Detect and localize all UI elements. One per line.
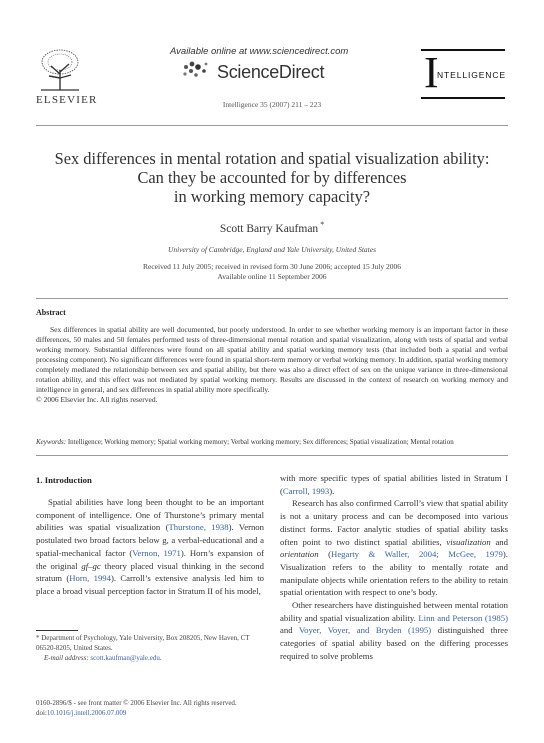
footnote-mark: *: [36, 634, 40, 642]
text-run: (: [318, 549, 332, 560]
available-online-text[interactable]: Available online at www.sciencedirect.com: [170, 46, 349, 57]
intro-paragraph-3: [280, 599, 508, 663]
doi-label: doi:: [36, 709, 47, 717]
elsevier-tree-logo: [37, 48, 83, 92]
ref-horn-link[interactable]: Horn, 1994: [69, 573, 111, 584]
text-run: ). Horn’s expansion of the original: [36, 547, 264, 571]
author-email-link[interactable]: scott.kaufman@yale.edu: [90, 653, 160, 662]
page-footer: [36, 698, 336, 718]
ref-linn-link[interactable]: Linn and Peterson (1985): [418, 612, 509, 623]
author-line: [36, 220, 508, 235]
ref-voyer-link[interactable]: Voyer, Voyer, and Bryden (1995): [298, 625, 432, 636]
ref-thurstone-link[interactable]: Thurstone, 1938: [168, 522, 229, 533]
text-run: Research has also confirmed Carroll’s view that spatial ability is not a unitary process and can be decomposed into various distinct forms. Factor analytic studies of spatial ability tasks often point to two distinct spatial abilities,: [280, 498, 508, 547]
text-run: Spatial abilities have long been thought to be an important component of intelligence. One of Thurstone’s primary mental abilities was spatial visualization (: [36, 497, 264, 533]
email-label: E-mail address:: [44, 653, 89, 662]
email-end: .: [159, 653, 162, 662]
ref-vernon-link[interactable]: Vernon, 1971: [132, 547, 181, 558]
article-title: [36, 149, 508, 206]
journal-initial: I: [424, 48, 439, 97]
copyright-line: © 2006 Elsevier Inc. All rights reserved.: [36, 395, 158, 404]
text-run: Other researchers have distinguished between mental rotation ability and spatial visualization ability.: [280, 600, 508, 623]
text-run: distinguished three categories of spatial ability based on the differing processes required to solve problems: [280, 625, 508, 661]
keywords-line: [36, 438, 508, 446]
title-line-3: in working memory capacity?: [173, 187, 371, 206]
text-run: ). Carroll’s extensive analysis led him to place a broad visual perception factor in Stratum II of his model,: [36, 573, 264, 596]
author-footnote-mark[interactable]: *: [320, 220, 325, 229]
issn-line: 0160-2896/$ - see front matter © 2006 Elsevier Inc. All rights reserved.: [36, 699, 237, 707]
text-run: ).: [329, 485, 335, 496]
footnote-text: Department of Psychology, Yale University, Box 208205, New Haven, CT 06520-8205, United States.: [36, 634, 250, 652]
keywords-label: Keywords:: [36, 438, 67, 446]
abstract-paragraph: Sex differences in spatial ability are well documented, but poorly understood. In order to see whether working memory is an important factor in these differences, 50 males and 50 females performed tests of three-dimensional mental rotation and spatial visualization, along with tests of spatial and verbal working memory. Substantial differences were found on all spatial ability and spatial working memory tests (that included both a spatial and verbal processing component). No significant differences were found in spatial short-term memory or verbal working memory. In addition, spatial working memory completely mediated the relationship between sex and spatial ability, but there was also a direct effect of sex on the unique variance in three-dimensional rotation ability, and this effect was not mediated by spatial working memory. Results are discussed in the context of research on working memory and intelligence in general, and sex differences in spatial ability more specifically.: [36, 325, 508, 394]
term-orientation: orientation: [280, 549, 319, 560]
right-column: [280, 472, 508, 663]
abstract-top-rule: [36, 298, 508, 299]
sciencedirect-dots-icon: [180, 59, 214, 81]
text-run: with more specific types of spatial abilities listed in Stratum I (: [280, 473, 508, 496]
intro-paragraph-1: [36, 496, 264, 598]
text-run: theory placed visual thinking in the second stratum (: [36, 560, 264, 584]
term-visualization: visualization: [446, 536, 491, 547]
abstract-bottom-rule: [36, 455, 508, 456]
journal-name: NTELLIGENCE: [437, 70, 506, 80]
section-heading-introduction: 1. Introduction: [36, 475, 92, 485]
available-date: Available online 11 September 2006: [217, 271, 327, 281]
ref-hegarty-link[interactable]: Hegarty & Waller, 2004; McGee, 1979: [331, 549, 503, 560]
footnote-rule: [36, 630, 78, 631]
text-run: and: [490, 536, 508, 547]
intro-continuation: [280, 472, 508, 497]
text-run: ). Visualization refers to the ability to mentally rotate and manipulate objects while orientation refers to the ability to retain spatial orientation with respect to one’s body.: [280, 549, 508, 598]
title-line-2: Can they be accounted for by differences: [137, 168, 407, 187]
text-run: ). Vernon postulated two broad factors below g, a verbal-educational and a spatial-mechanical factor (: [36, 522, 264, 558]
keywords-list: Intelligence; Working memory; Spatial working memory; Verbal working memory; Sex differences; Spatial visualization; Mental rotation: [67, 438, 454, 446]
intro-paragraph-2: [280, 497, 508, 599]
gfgc-term: gf–gc: [81, 560, 101, 571]
author-name[interactable]: Scott Barry Kaufman: [219, 222, 319, 235]
author-footnote: [36, 634, 264, 663]
article-dates: [36, 262, 508, 281]
doi-link[interactable]: 10.1016/j.intell.2006.07.009: [46, 709, 127, 717]
abstract-body: [36, 325, 508, 405]
elsevier-wordmark: ELSEVIER: [36, 94, 98, 106]
journal-citation: Intelligence 35 (2007) 211 – 223: [222, 100, 322, 109]
abstract-heading: Abstract: [36, 308, 66, 317]
title-line-1: Sex differences in mental rotation and spatial visualization ability:: [54, 149, 490, 168]
sciencedirect-wordmark: ScienceDirect: [217, 62, 325, 82]
header-rule: [36, 125, 508, 126]
ref-carroll-link[interactable]: Carroll, 1993: [282, 485, 330, 496]
author-affiliation: University of Cambridge, England and Yale University, United States: [167, 245, 377, 254]
received-dates: Received 11 July 2005; received in revised form 30 June 2006; accepted 15 July 2006: [143, 262, 401, 271]
left-column: [36, 496, 264, 598]
text-run: and: [280, 625, 299, 636]
